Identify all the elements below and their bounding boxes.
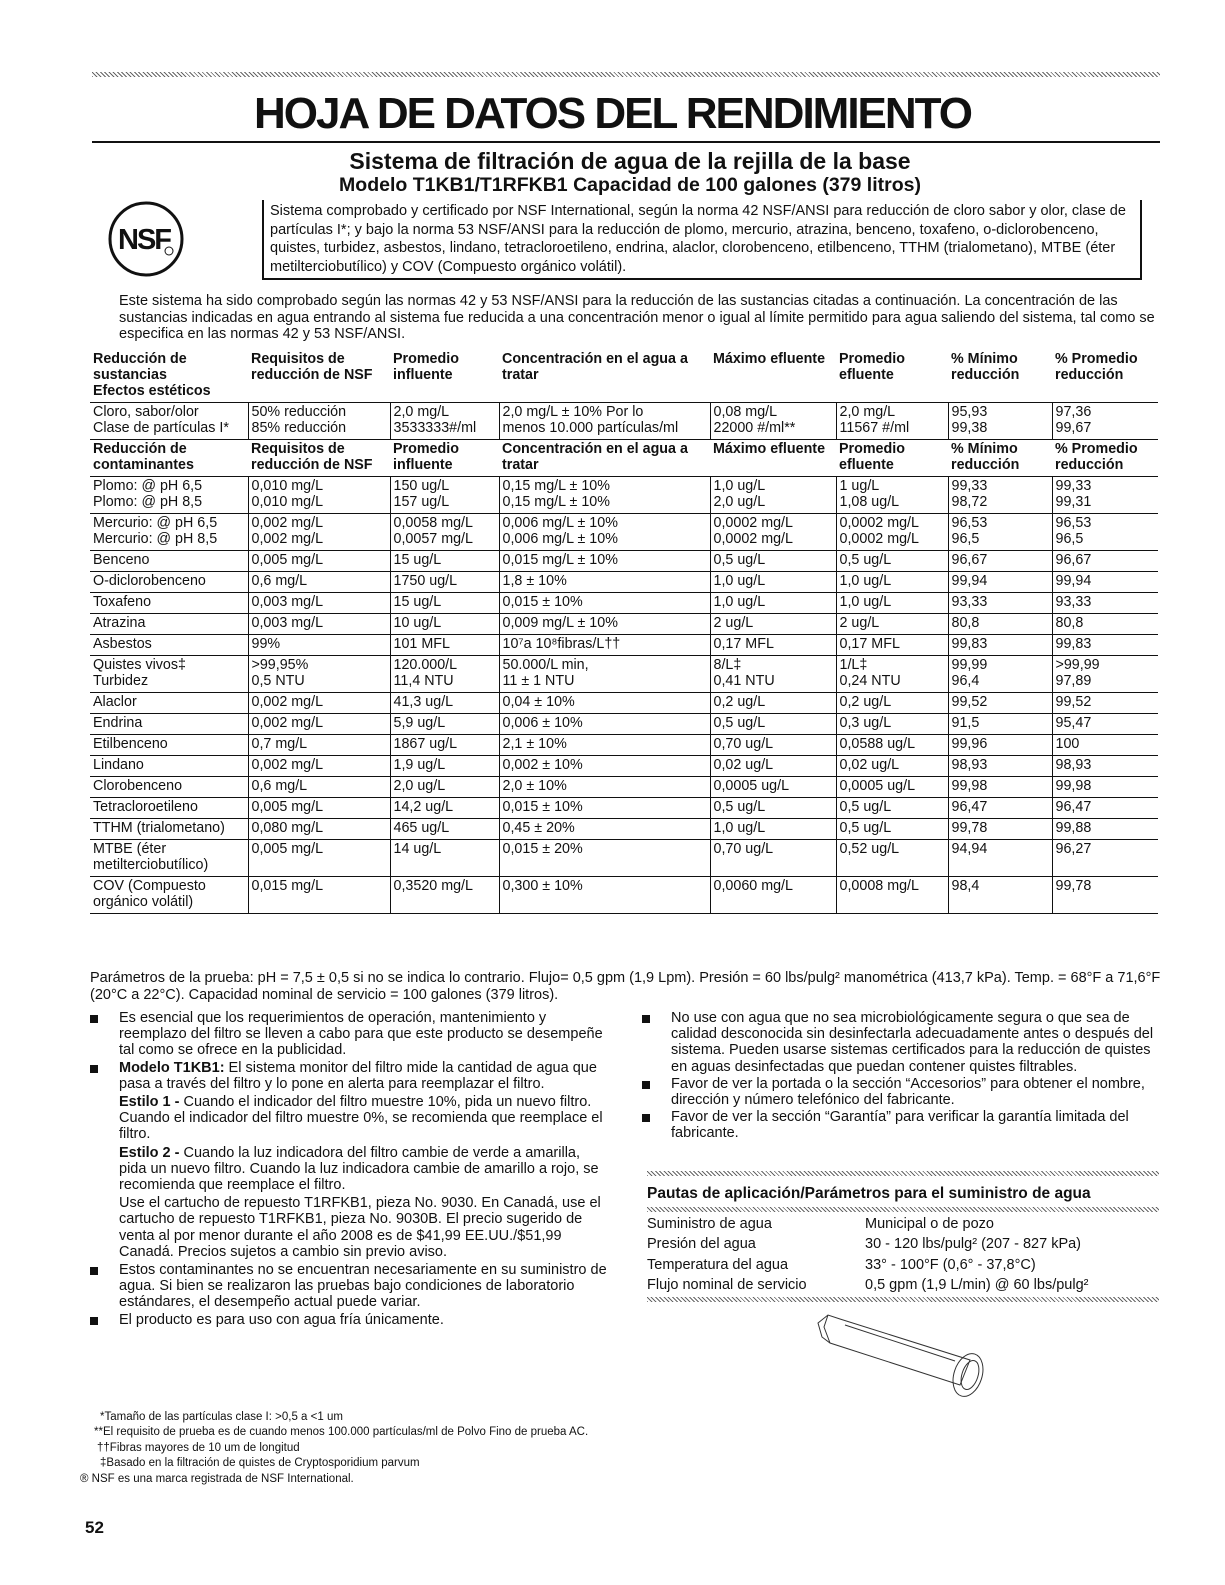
column-header: Promedio influente — [390, 350, 499, 403]
table-cell: 2,0 ug/L — [390, 777, 499, 798]
bullet-item — [90, 1060, 610, 1260]
table-cell: 0,0002 mg/L 0,0002 mg/L — [710, 514, 836, 551]
guidelines-title-divider — [647, 1207, 1159, 1212]
footnote: *Tamaño de las partículas clase I: >0,5 a <1 um — [100, 1411, 343, 1423]
table-header-row — [90, 350, 1158, 403]
table-cell: 0,6 mg/L — [248, 777, 390, 798]
table-cell: 0,0005 ug/L — [710, 777, 836, 798]
column-header: Promedio influente — [390, 440, 499, 477]
table-cell: 98,93 — [1052, 756, 1158, 777]
table-cell: 93,33 — [948, 593, 1052, 614]
table-cell: 1,0 ug/L 2,0 ug/L — [710, 477, 836, 514]
table-cell: 97,36 99,67 — [1052, 403, 1158, 440]
table-cell: 94,94 — [948, 840, 1052, 877]
left-notes-column — [90, 1010, 610, 1329]
table-cell: 96,67 — [948, 551, 1052, 572]
table-cell: 80,8 — [948, 614, 1052, 635]
guidelines-row — [647, 1214, 1088, 1234]
table-cell: 0,0060 mg/L — [710, 877, 836, 914]
column-header: Promedio efluente — [836, 350, 948, 403]
table-cell: 0,17 MFL — [836, 635, 948, 656]
table-cell: 2,0 mg/L 3533333#/ml — [390, 403, 499, 440]
bullet-item — [90, 1010, 610, 1059]
table-row — [90, 798, 1158, 819]
table-cell: 1,0 ug/L — [710, 819, 836, 840]
table-cell: 2 ug/L — [836, 614, 948, 635]
table-cell: 10 ug/L — [390, 614, 499, 635]
table-cell: 96,47 — [948, 798, 1052, 819]
table-cell: 465 ug/L — [390, 819, 499, 840]
table-cell: 0,015 ± 10% — [499, 798, 710, 819]
table-cell: 0,005 mg/L — [248, 840, 390, 877]
table-cell: 1,0 ug/L — [710, 593, 836, 614]
column-header: % Mínimo reducción — [948, 440, 1052, 477]
column-header: % Promedio reducción — [1052, 350, 1158, 403]
table-cell: 99,94 — [948, 572, 1052, 593]
table-cell: 0,02 ug/L — [836, 756, 948, 777]
replacement-note: Use el cartucho de repuesto T1RFKB1, pieza No. 9030. En Canadá, use el cartucho de repuesto T1RFKB1, pieza No. 9030B. El precio sugerido de venta al por menor durante el año 2008 es de $41,99 EE.UU./$51,99 Canadá. Precios sujetos a cambio sin previo aviso. — [119, 1195, 601, 1260]
table-cell: 0,002 mg/L — [248, 693, 390, 714]
table-cell: 99,96 — [948, 735, 1052, 756]
footnote: ‡Basado en la filtración de quistes de Cryptosporidium parvum — [100, 1457, 420, 1470]
table-cell: 14,2 ug/L — [390, 798, 499, 819]
bullet-item — [90, 1262, 610, 1311]
table-cell: 0,5 ug/L — [836, 798, 948, 819]
table-cell: 99,33 99,31 — [1052, 477, 1158, 514]
table-cell: 1,0 ug/L — [710, 572, 836, 593]
table-cell: Asbestos — [90, 635, 248, 656]
table-cell: 1,8 ± 10% — [499, 572, 710, 593]
table-cell: 99,83 — [1052, 635, 1158, 656]
guidelines-top-divider — [647, 1171, 1159, 1176]
footnote: **El requisito de prueba es de cuando menos 100.000 partículas/ml de Polvo Fino de prueba AC. — [94, 1426, 589, 1439]
table-cell: 99,94 — [1052, 572, 1158, 593]
guidelines-table — [647, 1214, 1088, 1296]
table-cell: 1,0 ug/L — [836, 572, 948, 593]
table-cell: 99,83 — [948, 635, 1052, 656]
table-cell: 2,0 mg/L 11567 #/ml — [836, 403, 948, 440]
guidelines-bottom-divider — [647, 1297, 1159, 1302]
table-cell: 1,0 ug/L — [836, 593, 948, 614]
bullet-item — [90, 1312, 610, 1328]
table-cell: 41,3 ug/L — [390, 693, 499, 714]
footnote: ††Fibras mayores de 10 um de longitud — [97, 1441, 300, 1454]
table-cell: 0,005 mg/L — [248, 798, 390, 819]
table-cell: 8/L‡ 0,41 NTU — [710, 656, 836, 693]
table-cell: Mercurio: @ pH 6,5 Mercurio: @ pH 8,5 — [90, 514, 248, 551]
table-row — [90, 819, 1158, 840]
table-cell: 0,08 mg/L 22000 #/ml** — [710, 403, 836, 440]
table-cell: 0,3520 mg/L — [390, 877, 499, 914]
guideline-value: 0,5 gpm (1,9 L/min) @ 60 lbs/pulg² — [865, 1277, 1089, 1294]
certification-box: Sistema comprobado y certificado por NSF International, según la norma 42 NSF/ANSI para reducción de cloro sabor y olor, clase de partículas I*; y bajo la norma 53 NSF/ANSI para la reducción de plomo, mercurio, atrazina, benceno, toxafeno, o-diclorobenceno, quistes, turbidez, asbestos, lindano, tetracloroetileno, endrina, alaclor, clorobenceno, etilbenceno, TTHM (trialometano), MTBE (éter metilterciobutílico) y COV (Compuesto orgánico volátil). — [262, 200, 1142, 280]
table-cell: 15 ug/L — [390, 551, 499, 572]
table-cell: 0,70 ug/L — [710, 735, 836, 756]
table-cell: 0,015 ± 20% — [499, 840, 710, 877]
nsf-logo-icon — [107, 200, 185, 278]
table-cell: 0,5 ug/L — [836, 551, 948, 572]
table-cell: 99,88 — [1052, 819, 1158, 840]
table-cell: 99,98 — [948, 777, 1052, 798]
bullet-text: No use con agua que no sea microbiológicamente segura o que sea de calidad desconocida sin desinfectarla adecuadamente antes o después del sistema. Pueden usarse sistemas certificados para la reducción de quistes en aguas desinfectadas que puedan contener quistes filtrables. — [671, 1010, 1154, 1075]
table-cell: 96,27 — [1052, 840, 1158, 877]
table-cell: 2,1 ± 10% — [499, 735, 710, 756]
style1-text: Cuando el indicador del filtro muestre 10%, pida un nuevo filtro. Cuando el indicador del filtro muestre 0%, se recomienda que reemplace el filtro. — [119, 1094, 603, 1143]
table-row — [90, 572, 1158, 593]
table-cell: 1/L‡ 0,24 NTU — [836, 656, 948, 693]
style2-label: Estilo 2 - — [119, 1144, 180, 1161]
table-cell: 0,015 mg/L ± 10% — [499, 551, 710, 572]
table-cell: 120.000/L 11,4 NTU — [390, 656, 499, 693]
table-cell: 0,0058 mg/L 0,0057 mg/L — [390, 514, 499, 551]
table-cell: 0,002 mg/L 0,002 mg/L — [248, 514, 390, 551]
table-cell: 99,78 — [1052, 877, 1158, 914]
table-cell: 2,0 mg/L ± 10% Por lo menos 10.000 partículas/ml — [499, 403, 710, 440]
table-cell: 15 ug/L — [390, 593, 499, 614]
performance-table-body — [90, 350, 1158, 914]
bullet-text: Favor de ver la sección “Garantía” para verificar la garantía limitada del fabricante. — [671, 1109, 1129, 1142]
performance-table — [90, 350, 1158, 914]
table-cell: 95,47 — [1052, 714, 1158, 735]
table-cell: 95,93 99,38 — [948, 403, 1052, 440]
column-header: Concentración en el agua a tratar — [499, 350, 710, 403]
bullet-item — [642, 1109, 1160, 1141]
table-cell: 99,52 — [948, 693, 1052, 714]
table-cell: Toxafeno — [90, 593, 248, 614]
style1-note — [119, 1094, 610, 1143]
table-cell: 0,015 mg/L — [248, 877, 390, 914]
column-header: % Mínimo reducción — [948, 350, 1052, 403]
table-cell: >99,95% 0,5 NTU — [248, 656, 390, 693]
bullet-item — [642, 1010, 1160, 1075]
table-cell: COV (Compuesto orgánico volátil) — [90, 877, 248, 914]
table-header-row — [90, 440, 1158, 477]
test-parameters: Parámetros de la prueba: pH = 7,5 ± 0,5 si no se indica lo contrario. Flujo= 0,5 gpm (1,9 Lpm). Presión = 60 lbs/pulg² manométrica (413,7 kPa). Temp. = 68°F a 71,6°F (20°C a 22°C). Capacidad nominal de servicio = 100 galones (379 litros). — [90, 970, 1161, 1003]
table-cell: 0,002 mg/L — [248, 714, 390, 735]
table-cell: Etilbenceno — [90, 735, 248, 756]
table-cell: 99,52 — [1052, 693, 1158, 714]
table-cell: 0,45 ± 20% — [499, 819, 710, 840]
guidelines-row — [647, 1255, 1088, 1275]
table-row — [90, 735, 1158, 756]
style2-note — [119, 1145, 610, 1194]
table-cell: TTHM (trialometano) — [90, 819, 248, 840]
table-row — [90, 777, 1158, 798]
table-cell: 0,52 ug/L — [836, 840, 948, 877]
table-cell: 0,080 mg/L — [248, 819, 390, 840]
column-header: Requisitos de reducción de NSF — [248, 440, 390, 477]
table-cell: 0,17 MFL — [710, 635, 836, 656]
table-cell: 0,5 ug/L — [710, 551, 836, 572]
column-header: Máximo efluente — [710, 350, 836, 403]
table-cell: 0,003 mg/L — [248, 593, 390, 614]
column-header: Requisitos de reducción de NSF — [248, 350, 390, 403]
table-cell: 1,9 ug/L — [390, 756, 499, 777]
table-row — [90, 403, 1158, 440]
table-cell: 0,0008 mg/L — [836, 877, 948, 914]
guideline-label: Temperatura del agua — [647, 1256, 789, 1273]
subtitle: Sistema de filtración de agua de la rejilla de la base — [349, 148, 911, 174]
filter-cartridge-icon — [800, 1305, 1000, 1400]
intro-paragraph: Este sistema ha sido comprobado según las normas 42 y 53 NSF/ANSI para la reducción de las sustancias citadas a continuación. La concentración de las sustancias indicadas en agua entrando al sistema fue reducida a una concentración menor o igual al límite permitido para agua saliendo del sistema, tal como se especifica en las normas 42 y 53 NSF/ANSI. — [119, 293, 1155, 342]
table-cell: 96,53 96,5 — [1052, 514, 1158, 551]
table-cell: 96,53 96,5 — [948, 514, 1052, 551]
page-title: HOJA DE DATOS DEL RENDIMIENTO — [254, 89, 971, 138]
model-label: Modelo T1KB1: — [119, 1059, 225, 1076]
nsf-logo-text: NSF — [118, 224, 170, 256]
table-cell: 1867 ug/L — [390, 735, 499, 756]
bullet-item — [642, 1076, 1160, 1108]
table-cell: 0,0002 mg/L 0,0002 mg/L — [836, 514, 948, 551]
table-cell: 0,3 ug/L — [836, 714, 948, 735]
model-line: Modelo T1KB1/T1RFKB1 Capacidad de 100 galones (379 litros) — [339, 174, 921, 196]
bullet-text: Estos contaminantes no se encuentran necesariamente en su suministro de agua. Si bien se realizaron las pruebas bajo condiciones de laboratorio estándares, el desempeño actual puede variar. — [119, 1262, 607, 1311]
table-cell: 99% — [248, 635, 390, 656]
table-row — [90, 514, 1158, 551]
bullet-text: El producto es para uso con agua fría únicamente. — [119, 1311, 444, 1328]
table-cell: 1750 ug/L — [390, 572, 499, 593]
table-cell: 5,9 ug/L — [390, 714, 499, 735]
footnotes — [80, 1410, 588, 1487]
table-cell: 0,010 mg/L 0,010 mg/L — [248, 477, 390, 514]
bullet-text: El sistema monitor del filtro mide la cantidad de agua que pasa a través del filtro y lo pone en alerta para reemplazar el filtro. — [119, 1059, 597, 1092]
table-cell: 99,78 — [948, 819, 1052, 840]
table-cell: 98,93 — [948, 756, 1052, 777]
table-cell: 0,0588 ug/L — [836, 735, 948, 756]
table-cell: 0,02 ug/L — [710, 756, 836, 777]
guideline-value: Municipal o de pozo — [865, 1216, 994, 1232]
table-cell: 0,300 ± 10% — [499, 877, 710, 914]
table-cell: 101 MFL — [390, 635, 499, 656]
column-header: Concentración en el agua a tratar — [499, 440, 710, 477]
table-row — [90, 656, 1158, 693]
title-rule — [92, 141, 1160, 143]
page-number: 52 — [85, 1518, 104, 1537]
table-cell: 96,47 — [1052, 798, 1158, 819]
table-row — [90, 477, 1158, 514]
table-cell: 99,99 96,4 — [948, 656, 1052, 693]
guidelines-title: Pautas de aplicación/Parámetros para el suministro de agua — [647, 1185, 1091, 1202]
table-cell: 0,5 ug/L — [836, 819, 948, 840]
guideline-value: 33° - 100°F (0,6° - 37,8°C) — [865, 1256, 1036, 1273]
table-row — [90, 840, 1158, 877]
table-cell: Benceno — [90, 551, 248, 572]
guideline-label: Suministro de agua — [647, 1216, 772, 1232]
table-row — [90, 593, 1158, 614]
table-cell: 50% reducción 85% reducción — [248, 403, 390, 440]
table-cell: 0,005 mg/L — [248, 551, 390, 572]
table-cell: >99,99 97,89 — [1052, 656, 1158, 693]
table-cell: 0,002 mg/L — [248, 756, 390, 777]
table-row — [90, 693, 1158, 714]
column-header: % Promedio reducción — [1052, 440, 1158, 477]
table-cell: Atrazina — [90, 614, 248, 635]
table-cell: 0,70 ug/L — [710, 840, 836, 877]
table-cell: 0,7 mg/L — [248, 735, 390, 756]
style2-text: Cuando la luz indicadora del filtro cambie de verde a amarilla, pida un nuevo filtro. Cuando la luz indicadora cambie de amarillo a rojo, se recomienda que reemplace el filtro. — [119, 1144, 599, 1194]
guidelines-table-body — [647, 1214, 1088, 1296]
table-row — [90, 756, 1158, 777]
table-cell: 100 — [1052, 735, 1158, 756]
table-cell: 99,98 — [1052, 777, 1158, 798]
table-cell: 98,4 — [948, 877, 1052, 914]
footnote: ® NSF es una marca registrada de NSF International. — [80, 1472, 354, 1485]
table-cell: 0,0005 ug/L — [836, 777, 948, 798]
table-row — [90, 551, 1158, 572]
table-cell: 2,0 ± 10% — [499, 777, 710, 798]
column-header: Reducción de contaminantes — [90, 440, 248, 477]
column-header: Promedio efluente — [836, 440, 948, 477]
table-cell: MTBE (éter metilterciobutílico) — [90, 840, 248, 877]
table-cell: 0,5 ug/L — [710, 714, 836, 735]
table-cell: Lindano — [90, 756, 248, 777]
table-cell: 10⁷a 10⁸fibras/L†† — [499, 635, 710, 656]
guideline-label: Presión del agua — [647, 1236, 756, 1253]
table-cell: Cloro, sabor/olor Clase de partículas I* — [90, 403, 248, 440]
table-cell: 0,006 mg/L ± 10% 0,006 mg/L ± 10% — [499, 514, 710, 551]
table-cell: 0,2 ug/L — [710, 693, 836, 714]
table-cell: 0,04 ± 10% — [499, 693, 710, 714]
table-cell: 50.000/L min, 11 ± 1 NTU — [499, 656, 710, 693]
table-cell: 0,003 mg/L — [248, 614, 390, 635]
table-cell: 99,33 98,72 — [948, 477, 1052, 514]
table-cell: Alaclor — [90, 693, 248, 714]
table-cell: 0,5 ug/L — [710, 798, 836, 819]
table-row — [90, 635, 1158, 656]
table-cell: 93,33 — [1052, 593, 1158, 614]
guideline-label: Flujo nominal de servicio — [647, 1277, 807, 1294]
bullet-text: Favor de ver la portada o la sección “Accesorios” para obtener el nombre, dirección y número telefónico del fabricante. — [671, 1075, 1145, 1109]
table-cell: 0,002 ± 10% — [499, 756, 710, 777]
column-header: Reducción de sustancias Efectos estéticos — [90, 350, 248, 403]
table-cell: 0,2 ug/L — [836, 693, 948, 714]
right-notes-column — [642, 1010, 1160, 1143]
guideline-value: 30 - 120 lbs/pulg² (207 - 827 kPa) — [865, 1236, 1082, 1253]
guidelines-row — [647, 1275, 1088, 1295]
table-cell: 0,015 ± 10% — [499, 593, 710, 614]
table-cell: Tetracloroetileno — [90, 798, 248, 819]
top-hatch-divider — [92, 72, 1160, 77]
table-cell: 14 ug/L — [390, 840, 499, 877]
table-cell: O-diclorobenceno — [90, 572, 248, 593]
table-cell: Plomo: @ pH 6,5 Plomo: @ pH 8,5 — [90, 477, 248, 514]
bullet-text: Es esencial que los requerimientos de operación, mantenimiento y reemplazo del filtro se lleven a cabo para que este producto se desempeñe tal como se ofrece en la publicidad. — [119, 1010, 603, 1059]
guidelines-row — [647, 1234, 1088, 1254]
table-cell: Quistes vivos‡ Turbidez — [90, 656, 248, 693]
table-cell: 80,8 — [1052, 614, 1158, 635]
style1-label: Estilo 1 - — [119, 1094, 180, 1111]
table-cell: 96,67 — [1052, 551, 1158, 572]
table-cell: 2 ug/L — [710, 614, 836, 635]
table-cell: 91,5 — [948, 714, 1052, 735]
column-header: Máximo efluente — [710, 440, 836, 477]
table-cell: 1 ug/L 1,08 ug/L — [836, 477, 948, 514]
table-row — [90, 614, 1158, 635]
table-cell: 0,006 ± 10% — [499, 714, 710, 735]
table-row — [90, 714, 1158, 735]
table-cell: Clorobenceno — [90, 777, 248, 798]
table-cell: 150 ug/L 157 ug/L — [390, 477, 499, 514]
table-row — [90, 877, 1158, 914]
table-cell: 0,6 mg/L — [248, 572, 390, 593]
table-cell: 0,009 mg/L ± 10% — [499, 614, 710, 635]
table-cell: Endrina — [90, 714, 248, 735]
table-cell: 0,15 mg/L ± 10% 0,15 mg/L ± 10% — [499, 477, 710, 514]
